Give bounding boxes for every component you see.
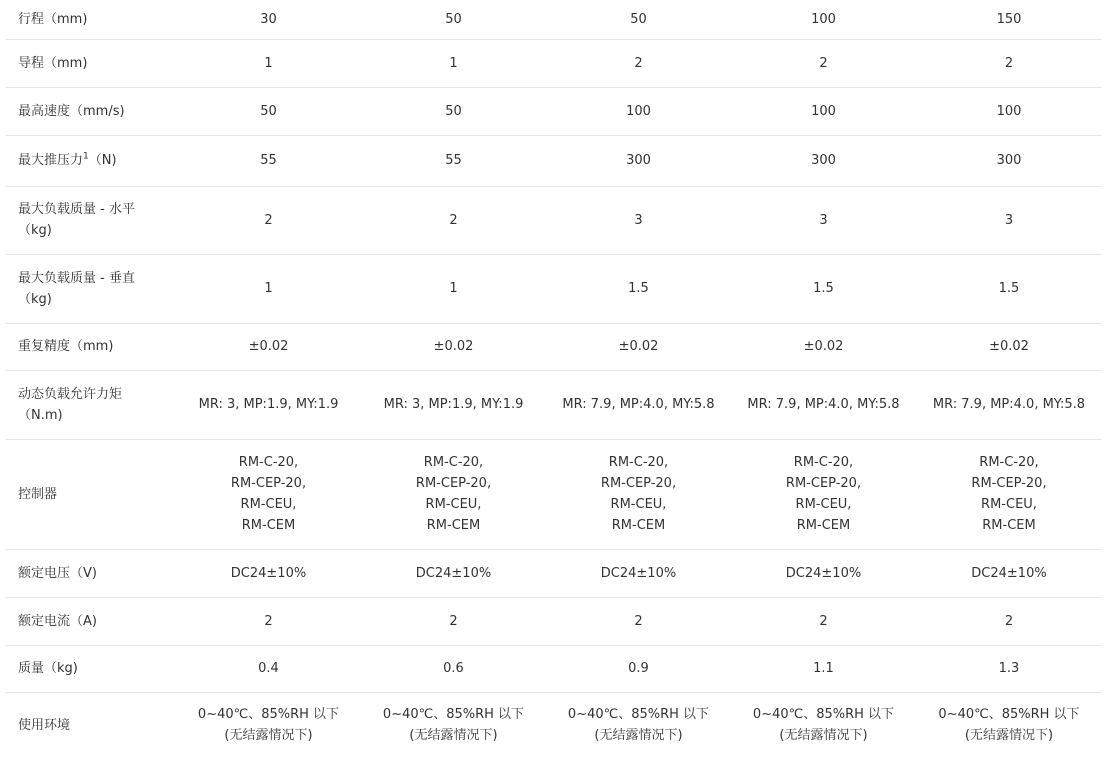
row-label: 重复精度（mm) bbox=[6, 323, 176, 370]
table-cell: MR: 7.9, MP:4.0, MY:5.8 bbox=[731, 370, 916, 439]
row-label: 最大推压力$^1$（N) bbox=[6, 135, 176, 186]
table-cell: 150 bbox=[916, 0, 1102, 39]
table-cell: RM-C-20, RM-CEP-20, RM-CEU, RM-CEM bbox=[176, 439, 361, 549]
table-cell: 3 bbox=[731, 186, 916, 254]
table-cell: 2 bbox=[176, 597, 361, 645]
table-cell: ±0.02 bbox=[731, 323, 916, 370]
table-cell: 300 bbox=[916, 135, 1102, 186]
table-cell: 1.1 bbox=[731, 645, 916, 692]
table-cell: 0~40℃、85%RH 以下 (无结露情况下) bbox=[938, 707, 1080, 744]
table-cell: 0~40℃、85%RH 以下 (无结露情况下) bbox=[567, 707, 710, 744]
row-label: 质量（kg) bbox=[6, 645, 176, 692]
table-row bbox=[6, 39, 1102, 87]
table-cell: 30 bbox=[176, 0, 361, 39]
table-cell: 50 bbox=[546, 0, 731, 39]
table-row bbox=[6, 0, 1102, 39]
table-cell: 2 bbox=[176, 186, 361, 254]
table-cell: 50 bbox=[361, 87, 546, 135]
table-cell: MR: 3, MP:1.9, MY:1.9 bbox=[176, 370, 361, 439]
table-row bbox=[6, 87, 1102, 135]
table-cell: 1.3 bbox=[916, 645, 1102, 692]
row-label: 最高速度（mm/s) bbox=[6, 87, 176, 135]
table-cell: ±0.02 bbox=[361, 323, 546, 370]
table-cell: 300 bbox=[731, 135, 916, 186]
table-cell: RM-C-20, RM-CEP-20, RM-CEU, RM-CEM bbox=[731, 439, 916, 549]
row-label: 额定电流（A) bbox=[6, 597, 176, 645]
table-cell: 100 bbox=[546, 87, 731, 135]
table-cell: DC24±10% bbox=[731, 549, 916, 597]
table-cell: 0~40℃、85%RH 以下 (无结露情况下) bbox=[382, 707, 525, 744]
table-cell: 50 bbox=[176, 87, 361, 135]
row-label: 行程（mm) bbox=[6, 0, 176, 39]
footnote-marker: 1 bbox=[83, 151, 89, 162]
table-cell: 0.4 bbox=[176, 645, 361, 692]
table-cell: 1 bbox=[361, 254, 546, 323]
row-label: 导程（mm) bbox=[6, 39, 176, 87]
table-row bbox=[6, 645, 1102, 692]
table-cell: 2 bbox=[361, 597, 546, 645]
table-cell: 1.5 bbox=[546, 254, 731, 323]
table-row bbox=[6, 370, 1102, 439]
table-cell: 1 bbox=[176, 39, 361, 87]
table-cell: RM-C-20, RM-CEP-20, RM-CEU, RM-CEM bbox=[546, 439, 731, 549]
table-cell: DC24±10% bbox=[916, 549, 1102, 597]
table-cell: 55 bbox=[361, 135, 546, 186]
table-cell: 1.5 bbox=[731, 254, 916, 323]
row-label: 最大负载质量 - 水平 （kg) bbox=[6, 186, 176, 254]
table-cell: RM-C-20, RM-CEP-20, RM-CEU, RM-CEM bbox=[916, 439, 1102, 549]
table-row bbox=[6, 254, 1102, 323]
table-cell: 0.9 bbox=[546, 645, 731, 692]
table-cell: 3 bbox=[546, 186, 731, 254]
table-cell: ±0.02 bbox=[546, 323, 731, 370]
table-cell: 100 bbox=[731, 0, 916, 39]
table-cell: 2 bbox=[916, 597, 1102, 645]
table-cell: 100 bbox=[916, 87, 1102, 135]
table-cell: MR: 3, MP:1.9, MY:1.9 bbox=[361, 370, 546, 439]
table-cell: 1.5 bbox=[916, 254, 1102, 323]
table-row bbox=[6, 439, 1102, 549]
row-label: 动态负载允许力矩 （N.m) bbox=[6, 370, 176, 439]
table-cell: 55 bbox=[176, 135, 361, 186]
row-label: 额定电压（V) bbox=[6, 549, 176, 597]
table-cell: 1 bbox=[176, 254, 361, 323]
table-cell: 2 bbox=[731, 39, 916, 87]
table-cell: 100 bbox=[731, 87, 916, 135]
table-cell: 2 bbox=[546, 39, 731, 87]
table-cell: 0~40℃、85%RH 以下 (无结露情况下) bbox=[752, 707, 895, 744]
table-cell: 2 bbox=[916, 39, 1102, 87]
table-cell: 50 bbox=[361, 0, 546, 39]
table-row bbox=[6, 135, 1102, 186]
table-cell: 2 bbox=[546, 597, 731, 645]
table-cell: 3 bbox=[916, 186, 1102, 254]
table-cell: 2 bbox=[731, 597, 916, 645]
table-cell: DC24±10% bbox=[546, 549, 731, 597]
table-cell: ±0.02 bbox=[916, 323, 1102, 370]
table-cell: MR: 7.9, MP:4.0, MY:5.8 bbox=[546, 370, 731, 439]
table-row bbox=[6, 692, 1102, 758]
table-cell: ±0.02 bbox=[176, 323, 361, 370]
table-cell: DC24±10% bbox=[176, 549, 361, 597]
table-cell: 300 bbox=[546, 135, 731, 186]
table-cell: 0.6 bbox=[361, 645, 546, 692]
row-label: 最大负载质量 - 垂直 （kg) bbox=[6, 254, 176, 323]
spec-table bbox=[6, 0, 1102, 758]
table-cell: 1 bbox=[361, 39, 546, 87]
table-row bbox=[6, 186, 1102, 254]
table-row bbox=[6, 323, 1102, 370]
table-cell: 0~40℃、85%RH 以下 (无结露情况下) bbox=[197, 707, 340, 744]
table-cell: RM-C-20, RM-CEP-20, RM-CEU, RM-CEM bbox=[361, 439, 546, 549]
table-cell: DC24±10% bbox=[361, 549, 546, 597]
row-label: 使用环境 bbox=[18, 717, 71, 733]
table-cell: 2 bbox=[361, 186, 546, 254]
table-cell: MR: 7.9, MP:4.0, MY:5.8 bbox=[916, 370, 1102, 439]
table-row bbox=[6, 549, 1102, 597]
table-row bbox=[6, 597, 1102, 645]
row-label: 控制器 bbox=[6, 439, 176, 549]
